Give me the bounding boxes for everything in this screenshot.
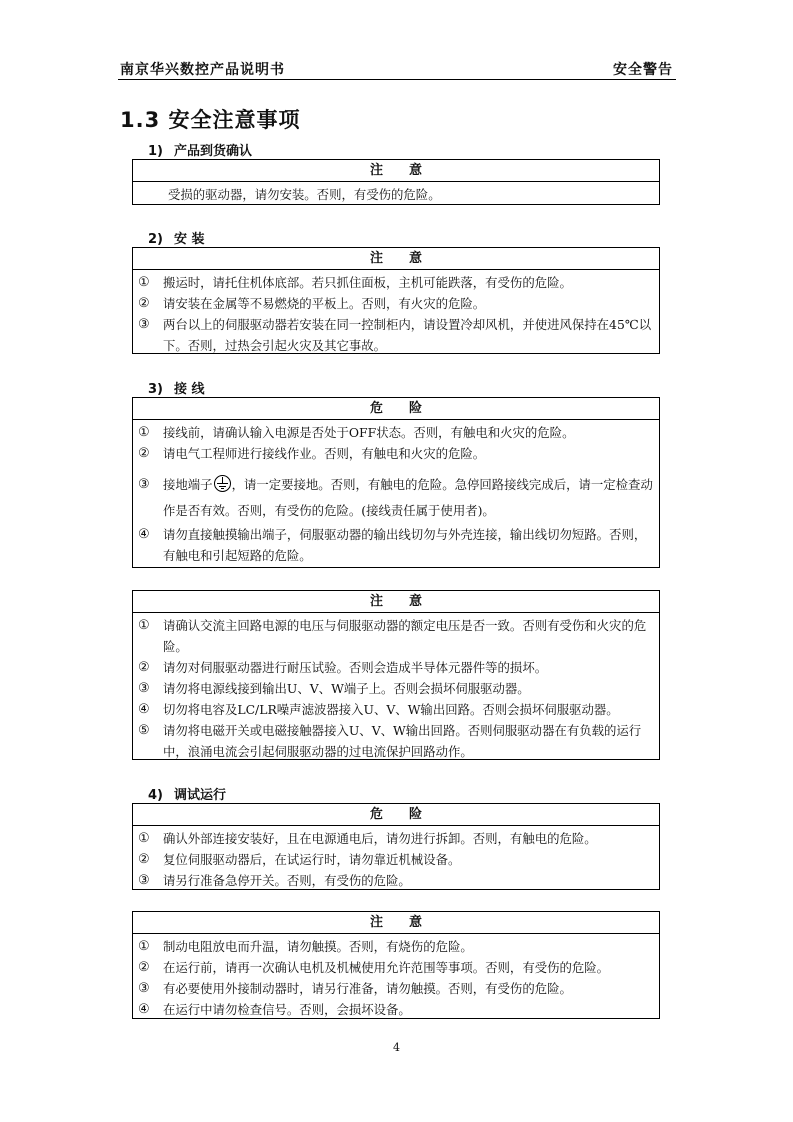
box-heading: [133, 912, 659, 934]
subsection-heading-3: [148, 378, 205, 397]
box-heading: [133, 398, 659, 420]
header-section-name: 安全警告: [613, 62, 673, 78]
list-item: [138, 999, 655, 1020]
item-text: 请另行准备急停开关。否则，有受伤的危险。: [163, 873, 411, 888]
item-text: 确认外部连接安装好，且在电源通电后，请勿进行拆卸。否则，有触电的危险。: [163, 831, 597, 846]
box-heading: [133, 804, 659, 826]
subsection-title: 调试运行: [174, 788, 227, 803]
item-text: 搬运时，请托住机体底部。若只抓住面板，主机可能跌落，有受伤的危险。: [163, 275, 572, 290]
box-heading: [133, 248, 659, 270]
box-body: [133, 270, 659, 358]
item-number: ①: [138, 831, 150, 846]
item-number: ③: [138, 317, 150, 332]
item-text: 请勿直接触摸输出端子，伺服驱动器的输出线切勿与外壳连接，输出线切勿短路。否则，有触电和引起短路的危险。: [163, 527, 647, 563]
box-text: 受损的驱动器，请勿安装。否则，有受伤的危险。: [168, 187, 441, 202]
list-item: [138, 699, 655, 720]
danger-box-trial-run: [132, 803, 660, 890]
list-item: [138, 936, 655, 957]
item-text: 有必要使用外接制动器时，请另行准备，请勿触摸。否则，有受伤的危险。: [163, 981, 572, 996]
item-text: 请勿对伺服驱动器进行耐压试验。否则会造成半导体元器件等的损坏。: [163, 660, 548, 675]
item-text: 在运行前，请再一次确认电机及机械使用允许范围等事项。否则，有受伤的危险。: [163, 960, 610, 975]
subsection-number: 2): [148, 232, 163, 247]
list-item: [138, 828, 655, 849]
subsection-heading-2: [148, 228, 205, 247]
item-text: 请勿将电源线接到输出U、V、W端子上。否则会损坏伺服驱动器。: [163, 681, 530, 696]
notice-box-operation: [132, 911, 660, 1019]
list-item: [138, 849, 655, 870]
subsection-title: 接 线: [174, 382, 205, 397]
item-text: [163, 472, 655, 524]
box-body: [133, 182, 659, 207]
notice-box-arrival: [132, 159, 660, 205]
item-number: ③: [138, 477, 150, 492]
item-text: 接线前，请确认输入电源是否处于OFF状态。否则，有触电和火灾的危险。: [163, 425, 575, 440]
item-number: ②: [138, 446, 150, 461]
item-number: ③: [138, 873, 150, 888]
subsection-number: 4): [148, 788, 163, 803]
item-number: ②: [138, 960, 150, 975]
list-item: [138, 957, 655, 978]
box-heading-text: 注 意: [369, 594, 422, 609]
box-body: [133, 826, 659, 893]
subsection-heading-4: [148, 784, 226, 803]
item-number: ①: [138, 939, 150, 954]
header-doc-title: 南京华兴数控产品说明书: [120, 62, 285, 78]
header-divider: [118, 79, 676, 80]
box-heading-text: 危 险: [369, 807, 422, 822]
item-number: ①: [138, 618, 150, 633]
box-heading-text: 危 险: [369, 401, 422, 416]
list-item: [138, 422, 655, 443]
list-item: [138, 524, 655, 566]
danger-box-wiring: [132, 397, 660, 568]
item-text: 请确认交流主回路电源的电压与伺服驱动器的额定电压是否一致。否则有受伤和火灾的危险。: [163, 618, 647, 654]
item-number: ②: [138, 852, 150, 867]
box-heading-text: 注 意: [369, 163, 422, 178]
item-number: ④: [138, 702, 150, 717]
list-item: [138, 870, 655, 891]
subsection-title: 产品到货确认: [174, 144, 253, 159]
item-text-part: ，请一定要接地。否则，有触电的危险。急停回路接线完成后，请一定检查动作是否有效。否则，有受伤的危险。(接线责任属于使用者)。: [163, 477, 653, 518]
item-number: ③: [138, 981, 150, 996]
item-text: 制动电阻放电而升温，请勿触摸。否则，有烧伤的危险。: [163, 939, 473, 954]
page-number: 4: [393, 1041, 400, 1054]
box-heading: [133, 591, 659, 613]
box-body: [133, 613, 659, 764]
box-heading: [133, 160, 659, 182]
item-number: ①: [138, 275, 150, 290]
list-item: [138, 443, 655, 464]
ground-terminal-icon: [214, 475, 231, 492]
notice-box-power: [132, 590, 660, 760]
subsection-title: 安 装: [174, 232, 205, 247]
item-text: 请安装在金属等不易燃烧的平板上。否则，有火灾的危险。: [163, 296, 486, 311]
item-number: ②: [138, 296, 150, 311]
section-title: 1.3 安全注意事项: [120, 108, 301, 132]
list-item: [138, 678, 655, 699]
box-heading-text: 注 意: [369, 915, 422, 930]
subsection-number: 3): [148, 382, 163, 397]
item-text: 复位伺服驱动器后，在试运行时，请勿靠近机械设备。: [163, 852, 461, 867]
list-item: [138, 293, 655, 314]
list-item: [138, 615, 655, 657]
item-number: ②: [138, 660, 150, 675]
box-heading-text: 注 意: [369, 251, 422, 266]
item-number: ①: [138, 425, 150, 440]
box-body: [133, 934, 659, 1022]
list-item: [138, 272, 655, 293]
box-body: [133, 420, 659, 568]
item-text: 切勿将电容及LC/LR噪声滤波器接入U、V、W输出回路。否则会损坏伺服驱动器。: [163, 702, 619, 717]
item-text: 在运行中请勿检查信号。否则，会损坏设备。: [163, 1002, 411, 1017]
item-text-part: 接地端子: [163, 477, 213, 492]
item-number: ④: [138, 527, 150, 542]
list-item: [138, 978, 655, 999]
list-item: [138, 657, 655, 678]
list-item: [138, 314, 655, 356]
item-text: 请勿将电磁开关或电磁接触器接入U、V、W输出回路。否则伺服驱动器在有负载的运行中，浪涌电流会引起伺服驱动器的过电流保护回路动作。: [163, 723, 642, 759]
subsection-heading-1: [148, 140, 252, 159]
item-number: ③: [138, 681, 150, 696]
item-text: 请电气工程师进行接线作业。否则，有触电和火灾的危险。: [163, 446, 486, 461]
notice-box-install: [132, 247, 660, 354]
item-text: 两台以上的伺服驱动器若安装在同一控制柜内，请设置冷却风机，并使进风保持在45℃以下。否则，过热会引起火灾及其它事故。: [163, 317, 652, 353]
list-item: [138, 472, 655, 524]
list-item: [138, 720, 655, 762]
item-number: ⑤: [138, 723, 150, 738]
subsection-number: 1): [148, 144, 163, 159]
item-number: ④: [138, 1002, 150, 1017]
